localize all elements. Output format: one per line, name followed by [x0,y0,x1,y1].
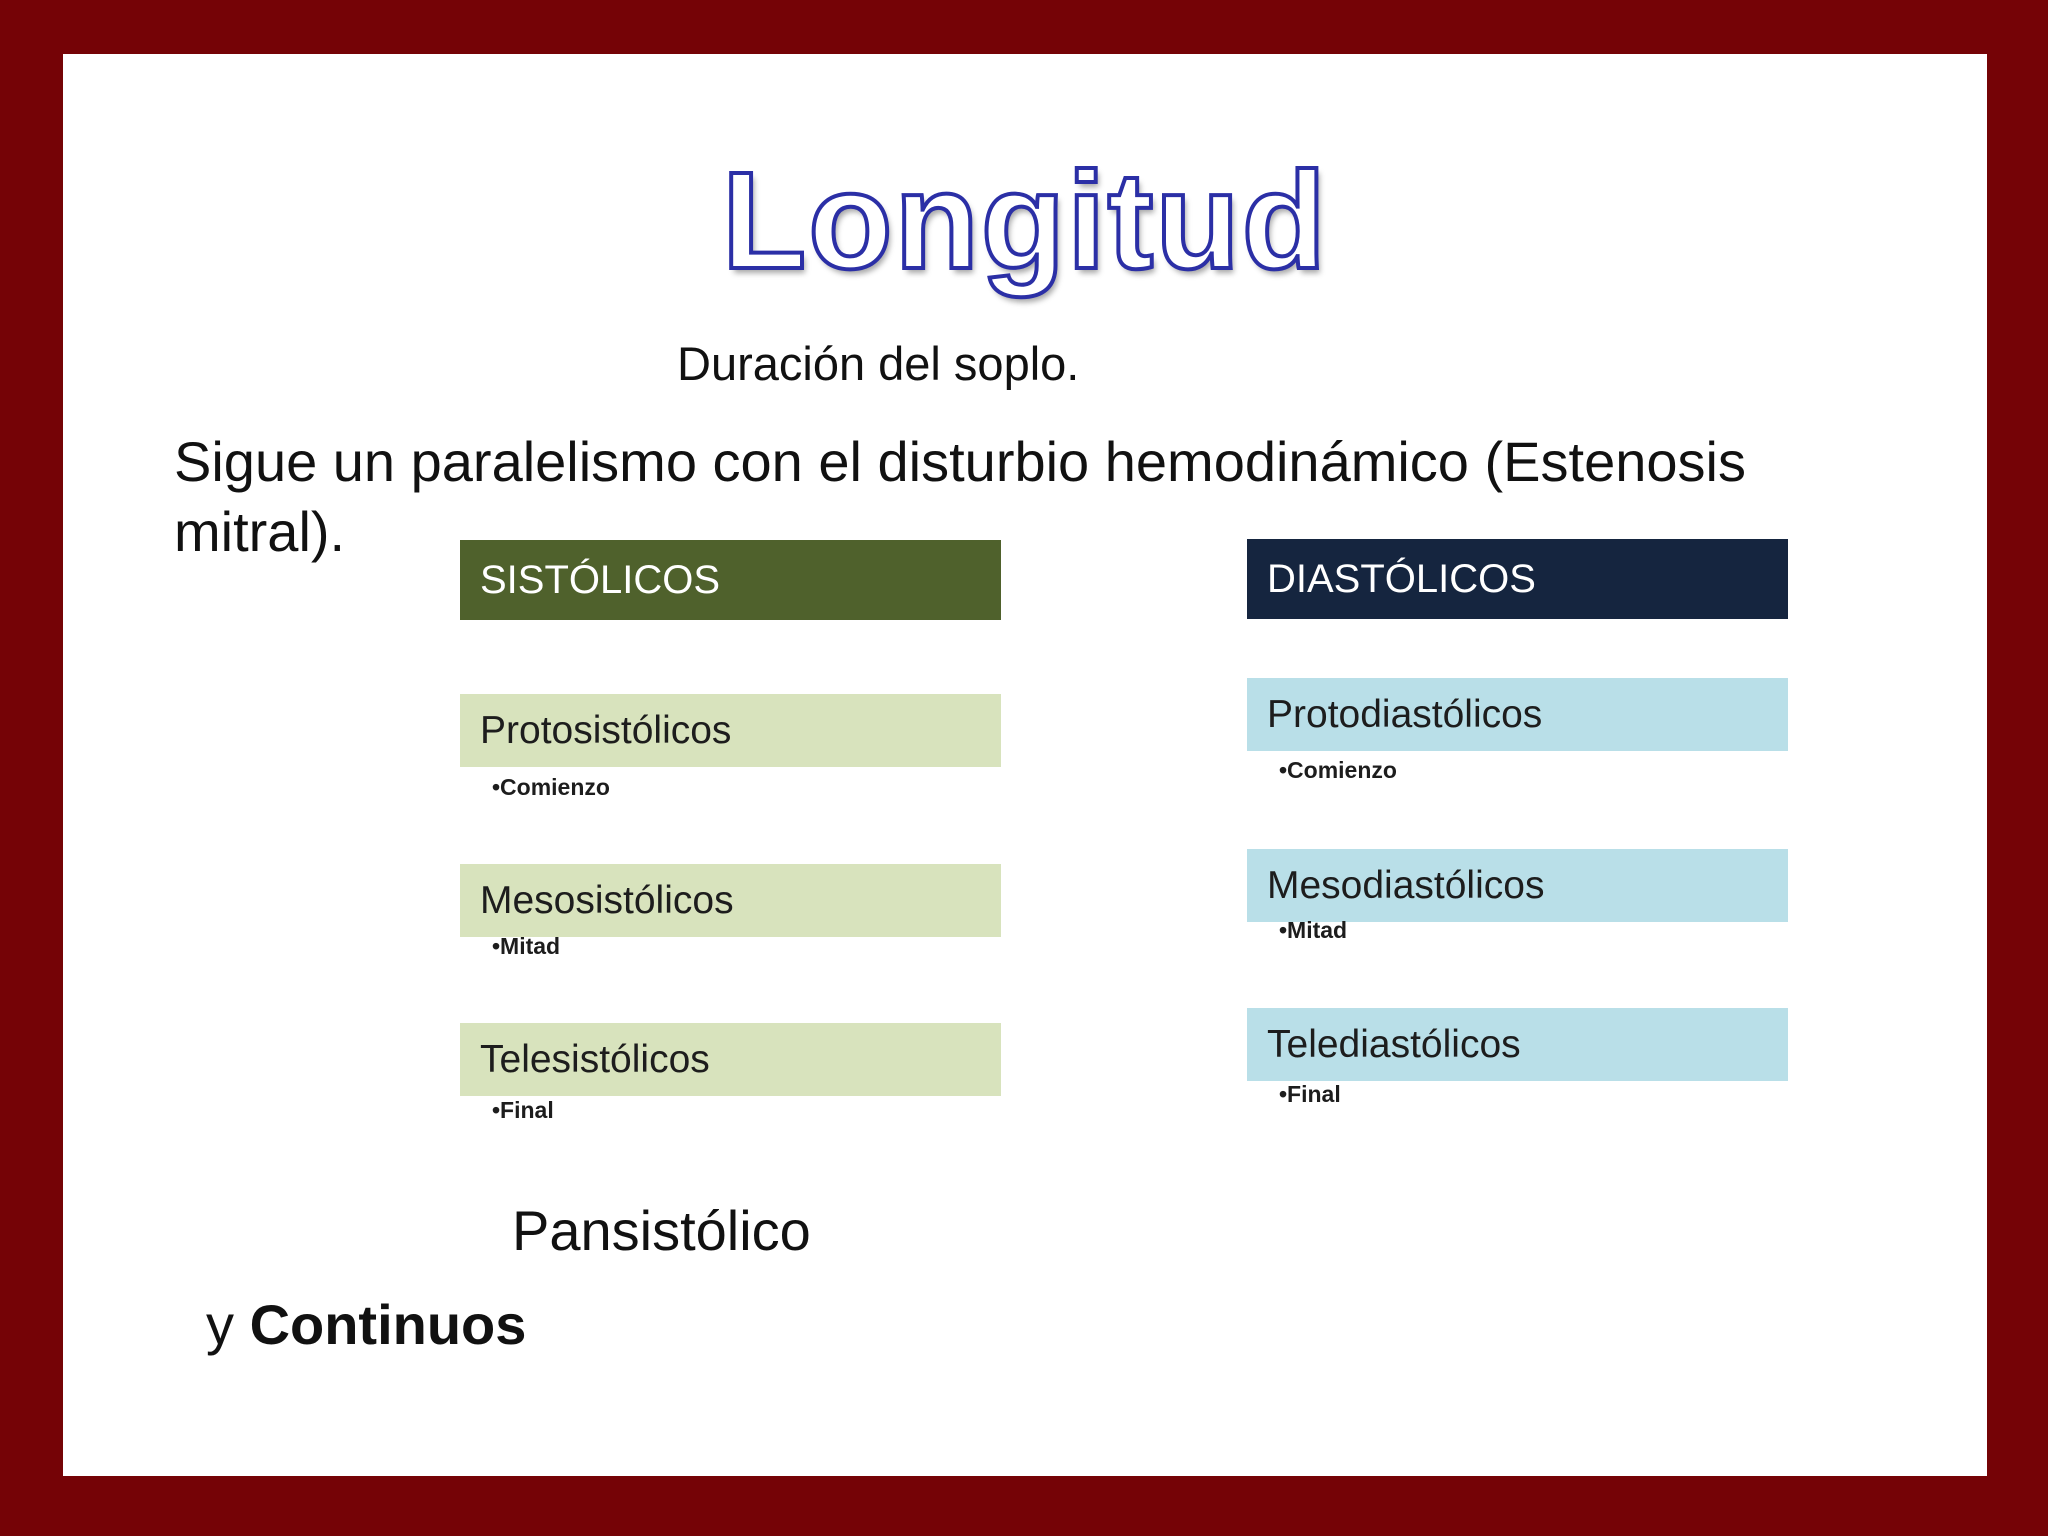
diastolic-item-proto-sub: •Comienzo [1279,757,1397,783]
systolic-item-meso-sub: •Mitad [492,933,561,959]
slide-title: Longitud [721,144,1329,298]
systolic-item-proto-sub: •Comienzo [492,774,610,800]
diastolic-column [1247,539,1788,1107]
diastolic-item-proto: Protodiastólicos [1247,678,1788,751]
systolic-item-tele: Telesistólicos [460,1023,1001,1096]
continuos-text [206,1292,526,1357]
diastolic-item-meso-sub: •Mitad [1279,917,1348,943]
systolic-item-tele-sub: •Final [492,1097,554,1123]
systolic-item-meso: Mesosistólicos [460,864,1001,937]
body-paragraph: Sigue un paralelismo con el disturbio hemodinámico (Estenosis mitral). [174,430,1746,563]
continuos-bold: Continuos [249,1293,527,1356]
continuos-prefix: y [206,1293,250,1356]
diastolic-item-tele-sub: •Final [1279,1081,1341,1107]
systolic-header: SISTÓLICOS [460,540,1001,620]
slide-subtitle: Duración del soplo. [677,337,1080,390]
diastolic-header: DIASTÓLICOS [1247,539,1788,619]
systolic-column [460,540,1001,1123]
pansistolico-text: Pansistólico [512,1199,811,1262]
diastolic-item-meso: Mesodiastólicos [1247,849,1788,922]
diastolic-item-tele: Telediastólicos [1247,1008,1788,1081]
slide [63,54,1987,1476]
systolic-item-proto: Protosistólicos [460,694,1001,767]
